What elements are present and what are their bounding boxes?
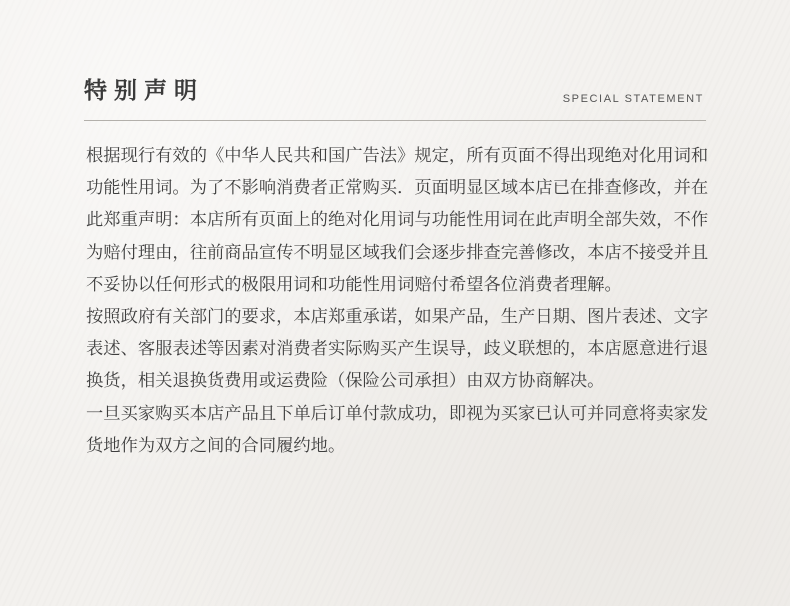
statement-paragraph-returns: 按照政府有关部门的要求，本店郑重承诺，如果产品，生产日期、图片表述、文字表述、客服表述等因素对消费者实际购买产生误导，歧义联想的，本店愿意进行退换货，相关退换货费用或运费险（保险公司承担）由双方协商解决。 <box>86 307 709 392</box>
statement-body <box>86 140 710 462</box>
statement-header <box>84 74 706 122</box>
statement-paragraph-contract-location: 一旦买家购买本店产品且下单后订单付款成功，即视为买家已认可并同意将卖家发货地作为双方之间的合同履约地。 <box>86 403 709 456</box>
header-divider <box>84 120 706 121</box>
statement-paragraph-ad-law: 根据现行有效的《中华人民共和国广告法》规定，所有页面不得出现绝对化用词和功能性用词。为了不影响消费者正常购买．页面明显区域本店已在排查修改，并在此郑重声明：本店所有页面上的绝对化用词与功能性用词在此声明全部失效，不作为赔付理由，往前商品宣传不明显区域我们会逐步排查完善修改，本店不接受并且不妥协以任何形式的极限用词和功能性用词赔付希望各位消费者理解。 <box>86 146 709 295</box>
page-subtitle: SPECIAL STATEMENT <box>562 93 704 105</box>
page-title: 特别声明 <box>84 78 204 104</box>
